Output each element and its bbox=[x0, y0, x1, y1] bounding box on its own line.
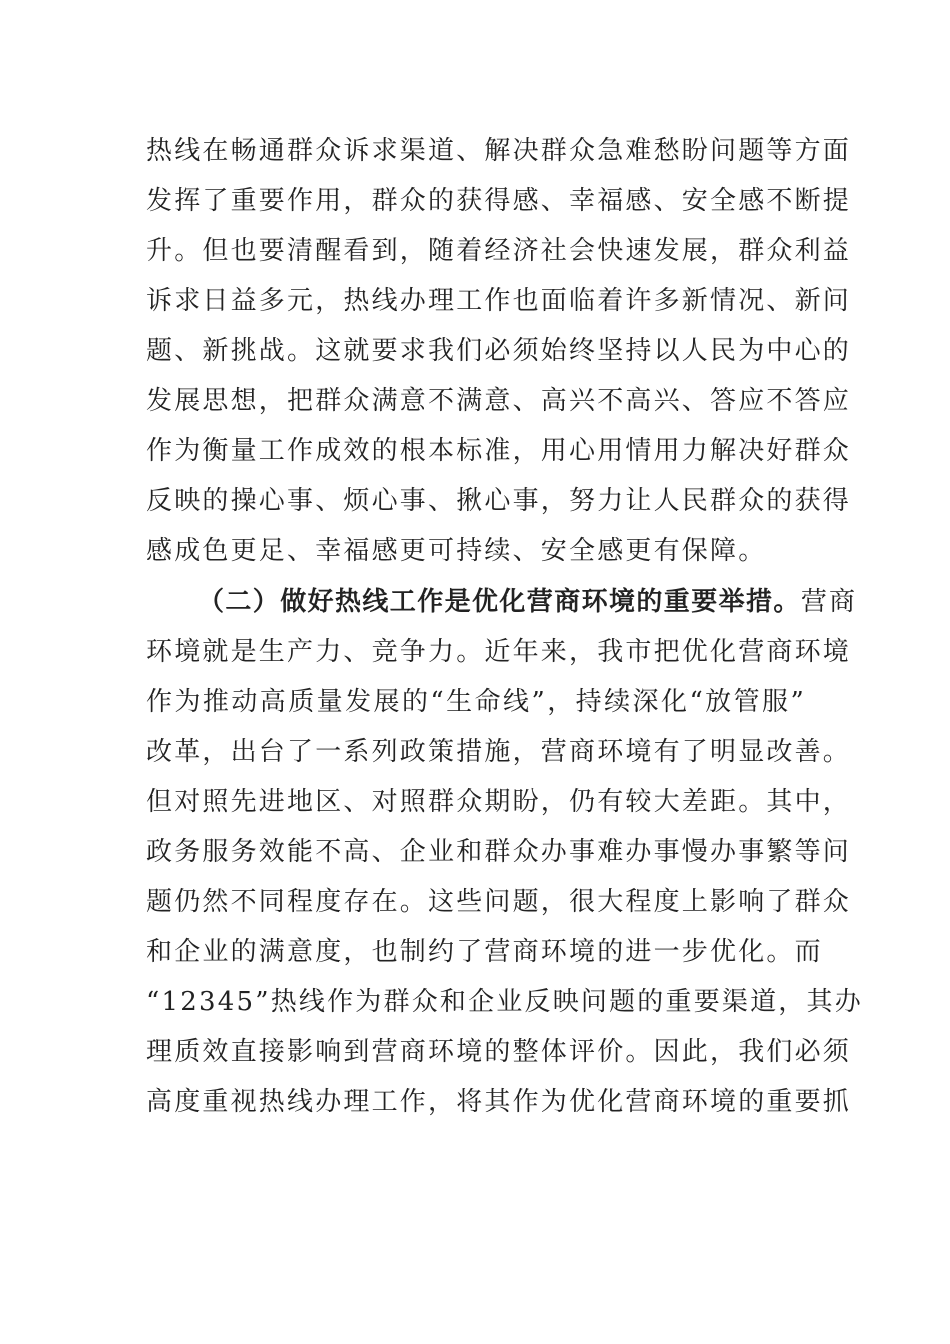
paragraph-line: 题、新挑战。这就要求我们必须始终坚持以人民为中心的 bbox=[146, 336, 852, 366]
paragraph-line: 感成色更足、幸福感更可持续、安全感更有保障。 bbox=[146, 536, 767, 566]
paragraph-line: 作为衡量工作成效的根本标准，用心用情用力解决好群众 bbox=[146, 436, 852, 466]
paragraph-line: 诉求日益多元，热线办理工作也面临着许多新情况、新问 bbox=[146, 286, 852, 316]
paragraph-line: 升。但也要清醒看到，随着经济社会快速发展，群众利益 bbox=[146, 236, 852, 266]
paragraph-line: 作为推动高质量发展的“生命线”，持续深化“放管服” bbox=[146, 687, 806, 717]
paragraph-line: 题仍然不同程度存在。这些问题，很大程度上影响了群众 bbox=[146, 887, 852, 917]
paragraph-line: 和企业的满意度，也制约了营商环境的进一步优化。而 bbox=[146, 937, 823, 967]
paragraph-line: 政务服务效能不高、企业和群众办事难办事慢办事繁等问 bbox=[146, 837, 852, 867]
paragraph-line: 反映的操心事、烦心事、揪心事，努力让人民群众的获得 bbox=[146, 486, 852, 516]
paragraph-2 bbox=[146, 577, 863, 1127]
paragraph-line: 发展思想，把群众满意不满意、高兴不高兴、答应不答应 bbox=[146, 386, 852, 416]
paragraph-line: 高度重视热线办理工作，将其作为优化营商环境的重要抓 bbox=[146, 1087, 852, 1117]
paragraph-1 bbox=[146, 126, 852, 576]
section-heading: （二）做好热线工作是优化营商环境的重要举措。 bbox=[198, 587, 801, 617]
paragraph-line: 理质效直接影响到营商环境的整体评价。因此，我们必须 bbox=[146, 1037, 852, 1067]
paragraph-line: 但对照先进地区、对照群众期盼，仍有较大差距。其中， bbox=[146, 787, 852, 817]
paragraph-line: 环境就是生产力、竞争力。近年来，我市把优化营商环境 bbox=[146, 637, 852, 667]
paragraph-line: 热线在畅通群众诉求渠道、解决群众急难愁盼问题等方面 bbox=[146, 136, 852, 166]
paragraph-line: “12345”热线作为群众和企业反映问题的重要渠道，其办 bbox=[146, 987, 863, 1017]
paragraph-line: 改革，出台了一系列政策措施，营商环境有了明显改善。 bbox=[146, 737, 852, 767]
paragraph-text: 营商 bbox=[800, 587, 858, 617]
paragraph-first-line bbox=[146, 577, 858, 627]
paragraph-line: 发挥了重要作用，群众的获得感、幸福感、安全感不断提 bbox=[146, 186, 852, 216]
